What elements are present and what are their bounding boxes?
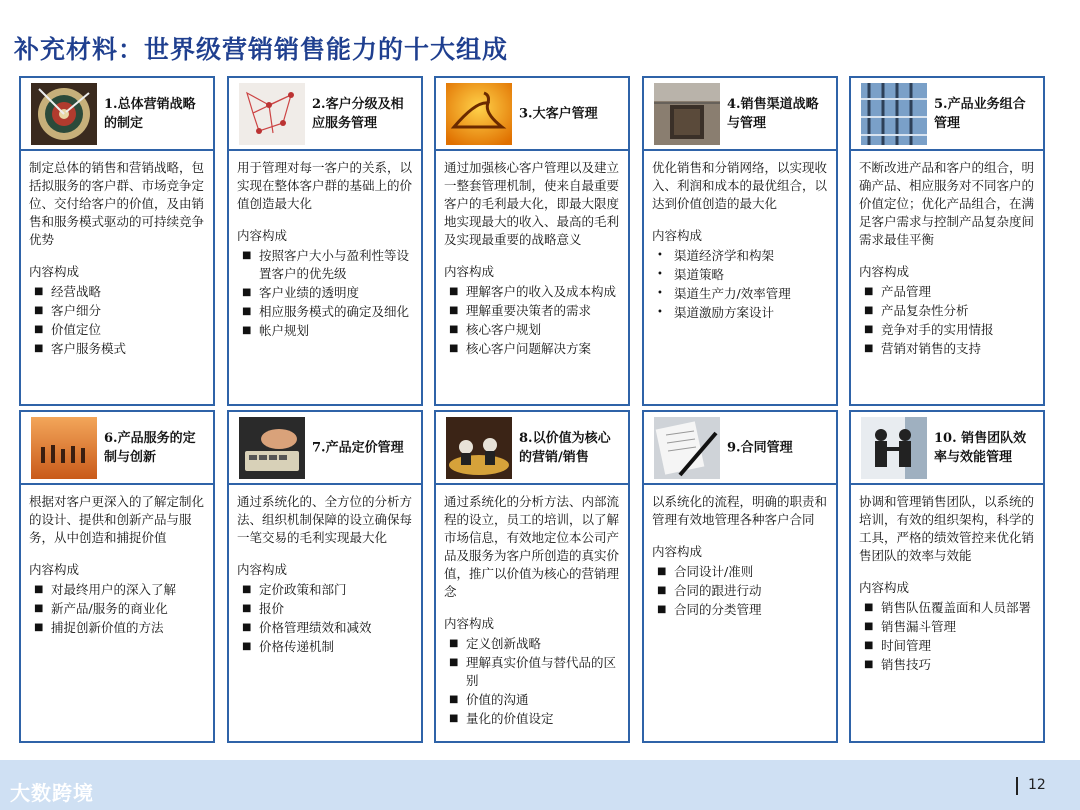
card-description: 以系统化的流程，明确的职责和管理有效地管理各种客户合同 (652, 494, 828, 527)
list-item-text: 客户细分 (51, 303, 102, 318)
list-item-text: 销售队伍覆盖面和人员部署 (881, 600, 1032, 615)
section-label: 内容构成 (652, 544, 703, 559)
bullet-icon: ■ (34, 305, 44, 316)
content-list (652, 563, 828, 619)
card-title: 8.以价值为核心的营销/销售 (519, 430, 611, 465)
card-title: 3.大客户管理 (519, 106, 598, 121)
bullet-icon: ■ (864, 305, 874, 316)
bullet-icon: ■ (449, 713, 459, 724)
list-item-text: 渠道生产力/效率管理 (674, 286, 791, 301)
list-item (444, 321, 620, 339)
content-list (237, 581, 413, 656)
list-item-text: 理解真实价值与替代品的区别 (466, 655, 617, 688)
section-label: 内容构成 (237, 228, 288, 243)
bullet-icon: ■ (34, 584, 44, 595)
list-item (859, 637, 1035, 655)
page-number: 12 (1028, 777, 1046, 793)
bullet-icon: ■ (449, 324, 459, 335)
list-item (652, 247, 828, 265)
bullet-icon: ■ (864, 621, 874, 632)
list-item-text: 合同设计/准则 (674, 564, 754, 579)
card-header (21, 78, 213, 151)
card-body (21, 151, 213, 363)
bullet-icon: ■ (242, 306, 252, 317)
card-title: 5.产品业务组合管理 (934, 96, 1026, 131)
card-description: 通过系统化的、全方位的分析方法、组织机制保障的设立确保每一笔交易的毛利实现最大化 (237, 494, 413, 545)
list-item-text: 客户业绩的透明度 (259, 285, 360, 300)
list-item (237, 619, 413, 637)
list-item-text: 营销对销售的支持 (881, 341, 982, 356)
list-item-text: 合同的跟进行动 (674, 583, 762, 598)
card-description: 通过加强核心客户管理以及建立一整套管理机制，使来自最重要客户的毛利最大化，即最大限度地实现最大的收入、最高的毛利及实现最重要的战略意义 (444, 160, 620, 247)
content-list (444, 283, 620, 358)
list-item-text: 核心客户规划 (466, 322, 542, 337)
card-description: 根据对客户更深入的了解定制化的设计、提供和创新产品与服务，从中创造和捕捉价值 (29, 494, 205, 545)
card-header (644, 412, 836, 485)
card-header (21, 412, 213, 485)
bullet-icon: ■ (864, 602, 874, 613)
card-thumbnail-image (861, 417, 927, 479)
list-item (237, 284, 413, 302)
bullet-icon: ■ (34, 603, 44, 614)
list-item-text: 竞争对手的实用情报 (881, 322, 994, 337)
section-label: 内容构成 (652, 228, 703, 243)
card-header (436, 412, 628, 485)
card-title: 7.产品定价管理 (312, 440, 404, 455)
list-item-text: 价值的沟通 (466, 692, 529, 707)
card-body (851, 151, 1043, 363)
section-label: 内容构成 (29, 264, 80, 279)
card-thumbnail-image (239, 417, 305, 479)
component-card-10 (849, 410, 1045, 743)
list-item (29, 600, 205, 618)
bullet-icon: ■ (657, 604, 667, 615)
list-item-text: 帐户规划 (259, 323, 310, 338)
bullet-icon: ■ (449, 694, 459, 705)
content-list (29, 581, 205, 637)
list-item-text: 按照客户大小与盈利性等设置客户的优先级 (259, 248, 410, 281)
card-description: 用于管理对每一客户的关系，以实现在整体客户群的基础上的价值创造最大化 (237, 160, 413, 211)
card-description: 协调和管理销售团队，以系统的培训，有效的组织架构，科学的工具，严格的绩效管控来优化销售团队的效率与效能 (859, 494, 1035, 563)
bullet-icon: ■ (242, 250, 252, 261)
component-card-4 (642, 76, 838, 406)
card-thumbnail-image (239, 83, 305, 145)
list-item-text: 新产品/服务的商业化 (51, 601, 168, 616)
list-item (652, 304, 828, 322)
list-item-text: 理解重要决策者的需求 (466, 303, 592, 318)
list-item-text: 销售漏斗管理 (881, 619, 957, 634)
list-item (859, 302, 1035, 320)
list-item-text: 理解客户的收入及成本构成 (466, 284, 617, 299)
section-label: 内容构成 (444, 616, 495, 631)
list-item (29, 321, 205, 339)
card-title: 9.合同管理 (727, 440, 793, 455)
list-item (859, 340, 1035, 358)
list-item-text: 销售技巧 (881, 657, 932, 672)
brand-logo: 大数跨境 (10, 781, 94, 805)
list-item-text: 价格传递机制 (259, 639, 335, 654)
bullet-icon: • (657, 250, 663, 261)
bullet-icon: • (657, 269, 663, 280)
card-description: 不断改进产品和客户的组合，明确产品、相应服务对不同客户的价值定位；优化产品组合，在满足客户需求与控制产品复杂度间需求最佳平衡 (859, 160, 1035, 247)
list-item-text: 定价政策和部门 (259, 582, 347, 597)
content-list (859, 599, 1035, 674)
list-item-text: 报价 (259, 601, 285, 616)
card-header (229, 412, 421, 485)
bullet-icon: ■ (864, 640, 874, 651)
list-item (444, 340, 620, 358)
content-list (29, 283, 205, 358)
card-body (229, 151, 421, 345)
component-card-6 (19, 410, 215, 743)
card-header (436, 78, 628, 151)
footer-bar (0, 760, 1080, 810)
bullet-icon: ■ (34, 324, 44, 335)
list-item-text: 捕捉创新价值的方法 (51, 620, 164, 635)
list-item (652, 285, 828, 303)
bullet-icon: ■ (864, 659, 874, 670)
bullet-icon: ■ (657, 585, 667, 596)
bullet-icon: ■ (242, 622, 252, 633)
section-label: 内容构成 (859, 264, 910, 279)
section-label: 内容构成 (237, 562, 288, 577)
bullet-icon: ■ (242, 287, 252, 298)
card-description: 制定总体的销售和营销战略，包括拟服务的客户群、市场竞争定位、交付给客户的价值，及由销售和服务模式驱动的可持续竞争优势 (29, 160, 205, 247)
card-title: 4.销售渠道战略与管理 (727, 96, 819, 131)
list-item (652, 601, 828, 619)
card-header (644, 78, 836, 151)
list-item (859, 618, 1035, 636)
list-item-text: 渠道激励方案设计 (674, 305, 775, 320)
bullet-icon: ■ (242, 603, 252, 614)
list-item (29, 581, 205, 599)
list-item-text: 价格管理绩效和减效 (259, 620, 372, 635)
component-card-9 (642, 410, 838, 743)
card-title: 1.总体营销战略的制定 (104, 96, 196, 131)
card-header (851, 78, 1043, 151)
list-item-text: 对最终用户的深入了解 (51, 582, 177, 597)
card-description: 通过系统化的分析方法、内部流程的设立，员工的培训，以了解市场信息，有效地定位本公司产品及服务为客户所创造的真实价值，推广以价值为核心的营销理念 (444, 494, 620, 599)
card-title: 6.产品服务的定制与创新 (104, 430, 196, 465)
bullet-icon: ■ (242, 325, 252, 336)
list-item (444, 635, 620, 653)
bullet-icon: • (657, 307, 663, 318)
content-list (859, 283, 1035, 358)
bullet-icon: ■ (449, 286, 459, 297)
bullet-icon: ■ (864, 324, 874, 335)
component-card-2 (227, 76, 423, 406)
list-item (29, 340, 205, 358)
bullet-icon: ■ (449, 657, 459, 668)
card-thumbnail-image (31, 83, 97, 145)
bullet-icon: ■ (34, 286, 44, 297)
list-item (652, 582, 828, 600)
section-label: 内容构成 (859, 580, 910, 595)
list-item-text: 量化的价值设定 (466, 711, 554, 726)
card-header (229, 78, 421, 151)
list-item-text: 产品复杂性分析 (881, 303, 969, 318)
list-item (29, 283, 205, 301)
section-label: 内容构成 (29, 562, 80, 577)
card-body (644, 485, 836, 624)
list-item (859, 321, 1035, 339)
bullet-icon: ■ (449, 305, 459, 316)
list-item (652, 266, 828, 284)
list-item (29, 302, 205, 320)
list-item-text: 相应服务模式的确定及细化 (259, 304, 410, 319)
card-body (644, 151, 836, 327)
bullet-icon: ■ (34, 343, 44, 354)
content-list (652, 247, 828, 322)
card-thumbnail-image (654, 417, 720, 479)
list-item (29, 619, 205, 637)
page-title: 补充材料：世界级营销销售能力的十大组成 (14, 35, 509, 64)
section-label: 内容构成 (444, 264, 495, 279)
page-divider (1016, 777, 1018, 795)
list-item-text: 合同的分类管理 (674, 602, 762, 617)
component-card-3 (434, 76, 630, 406)
list-item (859, 656, 1035, 674)
card-body (21, 485, 213, 642)
list-item-text: 经营战略 (51, 284, 102, 299)
card-thumbnail-image (654, 83, 720, 145)
list-item (444, 691, 620, 709)
card-thumbnail-image (861, 83, 927, 145)
list-item (444, 302, 620, 320)
card-thumbnail-image (446, 417, 512, 479)
list-item-text: 时间管理 (881, 638, 932, 653)
card-header (851, 412, 1043, 485)
bullet-icon: ■ (449, 638, 459, 649)
list-item-text: 价值定位 (51, 322, 102, 337)
list-item (444, 654, 620, 690)
component-card-1 (19, 76, 215, 406)
list-item-text: 渠道策略 (674, 267, 725, 282)
card-description: 优化销售和分销网络，以实现收入、利润和成本的最优组合，以达到价值创造的最大化 (652, 160, 828, 211)
list-item-text: 产品管理 (881, 284, 932, 299)
list-item (237, 322, 413, 340)
content-list (237, 247, 413, 340)
list-item (444, 283, 620, 301)
component-card-7 (227, 410, 423, 743)
bullet-icon: ■ (657, 566, 667, 577)
list-item-text: 客户服务模式 (51, 341, 127, 356)
list-item (444, 710, 620, 728)
component-card-5 (849, 76, 1045, 406)
list-item (859, 283, 1035, 301)
card-thumbnail-image (446, 83, 512, 145)
list-item (237, 581, 413, 599)
list-item-text: 渠道经济学和构架 (674, 248, 775, 263)
card-body (436, 151, 628, 363)
component-card-8 (434, 410, 630, 743)
list-item (237, 247, 413, 283)
bullet-icon: ■ (449, 343, 459, 354)
bullet-icon: ■ (864, 343, 874, 354)
bullet-icon: ■ (242, 584, 252, 595)
list-item-text: 定义创新战略 (466, 636, 542, 651)
card-thumbnail-image (31, 417, 97, 479)
card-body (229, 485, 421, 661)
content-list (444, 635, 620, 728)
list-item (237, 600, 413, 618)
list-item-text: 核心客户问题解决方案 (466, 341, 592, 356)
list-item (237, 638, 413, 656)
bullet-icon: ■ (242, 641, 252, 652)
list-item (859, 599, 1035, 617)
card-body (851, 485, 1043, 679)
bullet-icon: • (657, 288, 663, 299)
card-body (436, 485, 628, 733)
bullet-icon: ■ (34, 622, 44, 633)
list-item (652, 563, 828, 581)
list-item (237, 303, 413, 321)
bullet-icon: ■ (864, 286, 874, 297)
card-title: 10. 销售团队效率与效能管理 (934, 430, 1027, 465)
card-title: 2.客户分级及相应服务管理 (312, 96, 404, 131)
